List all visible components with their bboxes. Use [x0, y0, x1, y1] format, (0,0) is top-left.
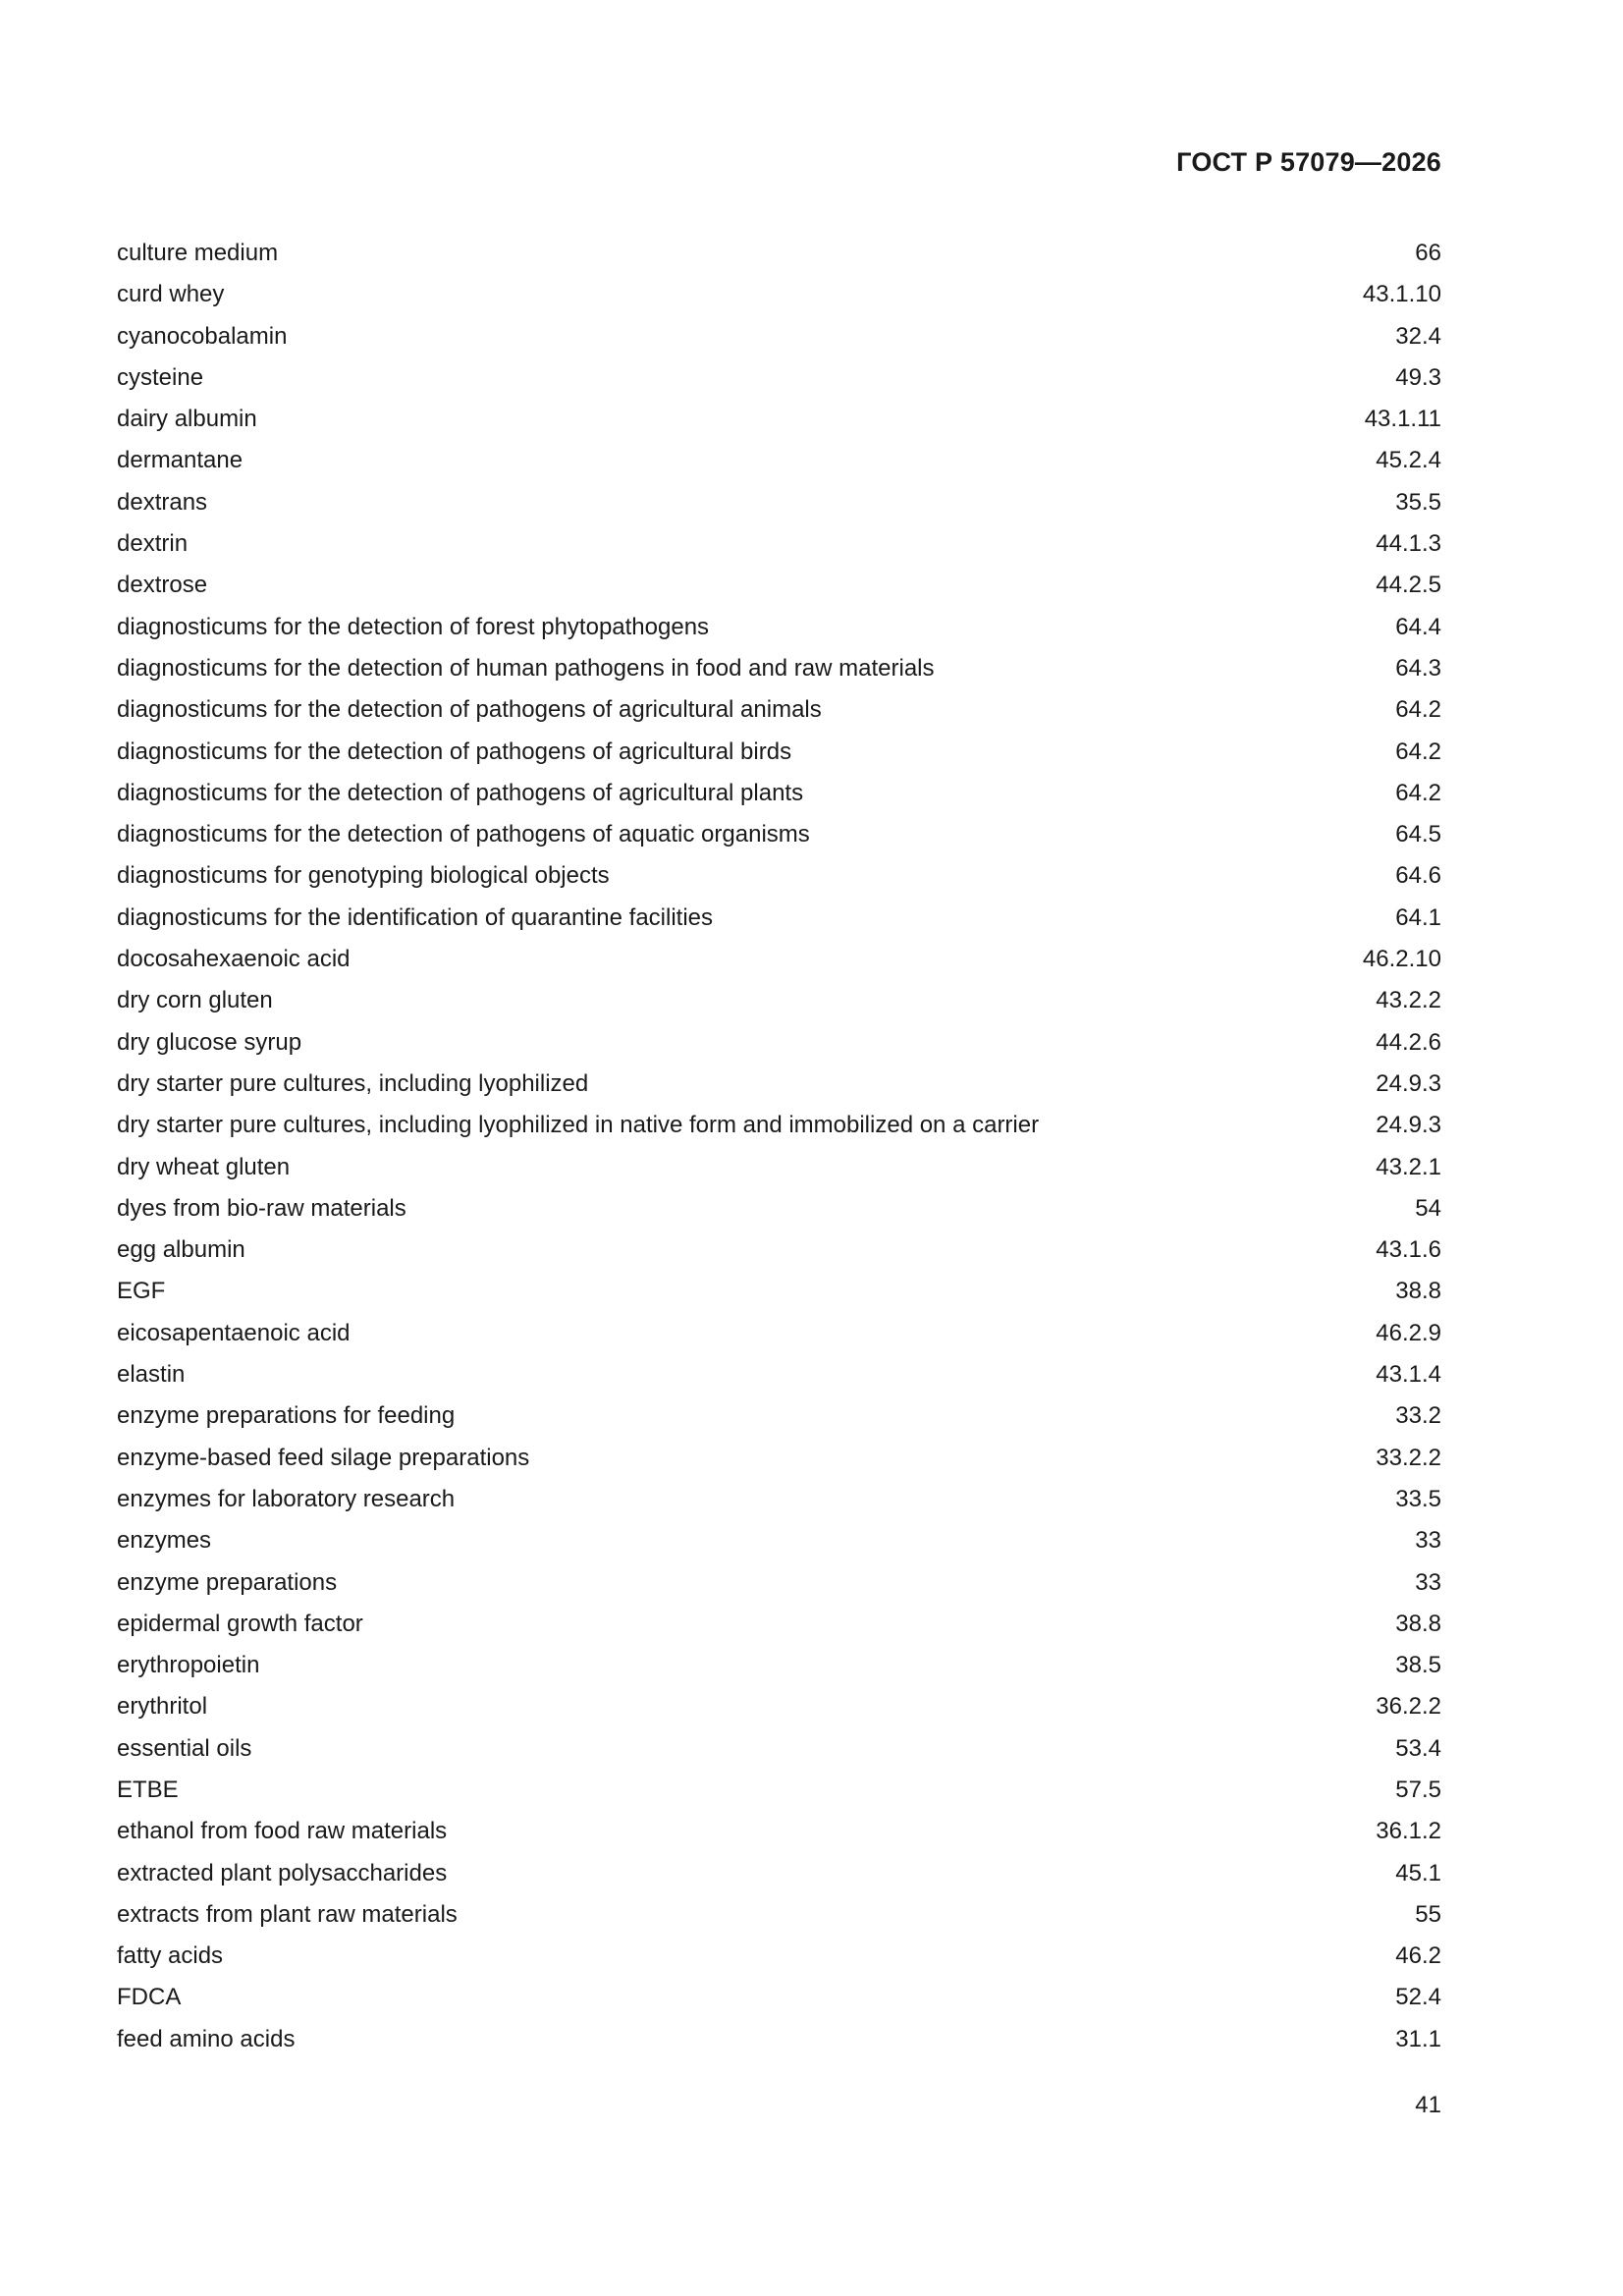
index-entry: [117, 1853, 1441, 1894]
index-entry: [117, 2019, 1441, 2060]
index-reference: 43.1.6: [1376, 1236, 1441, 1264]
index-term: fatty acids: [117, 1942, 224, 1970]
index-reference: 46.2: [1395, 1942, 1441, 1970]
index-entry: [117, 274, 1441, 315]
index-reference: 64.1: [1395, 903, 1441, 931]
index-term: enzyme-based feed silage preparations: [117, 1444, 530, 1471]
index-term: extracted plant polysaccharides: [117, 1859, 448, 1886]
index-entry: [117, 1105, 1441, 1146]
index-term: diagnosticums for the identification of quarantine facilities: [117, 903, 714, 931]
index-entry: [117, 1811, 1441, 1852]
index-entry: [117, 316, 1441, 357]
index-entry: [117, 1520, 1441, 1561]
index-term: elastin: [117, 1361, 186, 1389]
index-term: diagnosticums for the detection of pathogens of agricultural birds: [117, 738, 792, 765]
index-reference: 33: [1415, 1568, 1441, 1596]
index-reference: 64.5: [1395, 821, 1441, 848]
index-reference: 53.4: [1395, 1734, 1441, 1762]
index-entry: [117, 1479, 1441, 1520]
index-reference: 33.2: [1395, 1402, 1441, 1430]
index-entry: [117, 440, 1441, 481]
index-entry: [117, 689, 1441, 731]
index-term: erythropoietin: [117, 1652, 260, 1679]
index-reference: 64.6: [1395, 862, 1441, 890]
index-entry: [117, 1022, 1441, 1064]
index-term: dry glucose syrup: [117, 1028, 302, 1056]
index-reference: 38.8: [1395, 1610, 1441, 1637]
page-number: 41: [1415, 2092, 1441, 2118]
index-term: ETBE: [117, 1776, 179, 1803]
index-entry: [117, 565, 1441, 606]
index-term: diagnosticums for the detection of pathogens of aquatic organisms: [117, 821, 810, 848]
index-entry: [117, 773, 1441, 814]
index-reference: 55: [1415, 1900, 1441, 1928]
index-entry: [117, 1230, 1441, 1271]
index-reference: 36.2.2: [1376, 1693, 1441, 1721]
document-header: [1176, 147, 1441, 178]
index-term: enzyme preparations: [117, 1568, 338, 1596]
index-reference: 44.1.3: [1376, 530, 1441, 558]
index-entry: [117, 1728, 1441, 1770]
index-reference: 44.2.6: [1376, 1028, 1441, 1056]
index-reference: 24.9.3: [1376, 1069, 1441, 1097]
index-term: enzyme preparations for feeding: [117, 1402, 456, 1430]
index-reference: 33.2.2: [1376, 1444, 1441, 1471]
index-entry: [117, 523, 1441, 565]
index-reference: 57.5: [1395, 1776, 1441, 1803]
index-reference: 33.5: [1395, 1485, 1441, 1512]
index-entry: [117, 1438, 1441, 1479]
index-entry: [117, 1936, 1441, 1977]
index-term: essential oils: [117, 1734, 252, 1762]
index-reference: 45.1: [1395, 1859, 1441, 1886]
index-term: dry wheat gluten: [117, 1153, 291, 1180]
index-reference: 64.2: [1395, 738, 1441, 765]
index-term: dairy albumin: [117, 406, 257, 433]
index-term: enzymes: [117, 1527, 212, 1555]
index-term: FDCA: [117, 1984, 182, 2011]
index-reference: 46.2.9: [1376, 1319, 1441, 1346]
index-term: feed amino acids: [117, 2025, 296, 2052]
index-reference: 31.1: [1395, 2025, 1441, 2052]
index-entry: [117, 1147, 1441, 1188]
index-reference: 32.4: [1395, 322, 1441, 350]
index-reference: 35.5: [1395, 488, 1441, 516]
index-term: dermantane: [117, 447, 243, 474]
index-term: dextrin: [117, 530, 189, 558]
index-term: ethanol from food raw materials: [117, 1818, 448, 1845]
index-reference: 43.2.2: [1376, 987, 1441, 1014]
index-term: egg albumin: [117, 1236, 245, 1264]
index-term: erythritol: [117, 1693, 208, 1721]
index-term: dextrans: [117, 488, 208, 516]
index-entry: [117, 1188, 1441, 1230]
index-term: curd whey: [117, 281, 225, 308]
index-entry: [117, 233, 1441, 274]
index-reference: 43.2.1: [1376, 1153, 1441, 1180]
index-term: cysteine: [117, 363, 204, 391]
index-term: EGF: [117, 1278, 166, 1305]
index-term: culture medium: [117, 240, 279, 266]
index-term: diagnosticums for the detection of forest phytopathogens: [117, 613, 710, 640]
index-entry: [117, 1894, 1441, 1936]
index-term: epidermal growth factor: [117, 1610, 363, 1637]
index-term: dextrose: [117, 572, 208, 599]
index-entry: [117, 732, 1441, 773]
index-entry: [117, 1395, 1441, 1437]
index-term: dyes from bio-raw materials: [117, 1194, 406, 1222]
index-reference: 54: [1415, 1194, 1441, 1222]
index-reference: 43.1.10: [1362, 281, 1441, 308]
index-reference: 64.2: [1395, 696, 1441, 724]
index-entry: [117, 980, 1441, 1021]
index-term: diagnosticums for the detection of pathogens of agricultural plants: [117, 779, 804, 806]
index-reference: 38.8: [1395, 1278, 1441, 1305]
index-entry: [117, 1313, 1441, 1354]
index-entry: [117, 814, 1441, 855]
index-entry: [117, 939, 1441, 980]
index-reference: 33: [1415, 1527, 1441, 1555]
index-entry: [117, 1562, 1441, 1604]
index-reference: 64.4: [1395, 613, 1441, 640]
index-reference: 38.5: [1395, 1652, 1441, 1679]
index-entry: [117, 1271, 1441, 1312]
index-reference: 46.2.10: [1362, 946, 1441, 973]
index-term: dry corn gluten: [117, 987, 273, 1014]
index-entry: [117, 357, 1441, 399]
index-entry: [117, 1770, 1441, 1811]
standard-code: ГОСТ Р 57079—2026: [1176, 147, 1441, 177]
index-reference: 49.3: [1395, 363, 1441, 391]
index-entry: [117, 1977, 1441, 2018]
index-reference: 44.2.5: [1376, 572, 1441, 599]
index-entry: [117, 1604, 1441, 1645]
index-entry: [117, 648, 1441, 689]
index-reference: 43.1.4: [1376, 1361, 1441, 1389]
index-term: cyanocobalamin: [117, 322, 288, 350]
index-entry: [117, 1645, 1441, 1686]
index-entry: [117, 399, 1441, 440]
index-term: enzymes for laboratory research: [117, 1485, 456, 1512]
index-term: diagnosticums for genotyping biological objects: [117, 862, 610, 890]
index-term: extracts from plant raw materials: [117, 1900, 458, 1928]
index-entry: [117, 1686, 1441, 1727]
index-entry: [117, 607, 1441, 648]
index-term: dry starter pure cultures, including lyophilized: [117, 1069, 589, 1097]
index-reference: 43.1.11: [1364, 406, 1441, 433]
index-reference: 66: [1415, 240, 1441, 266]
index-reference: 45.2.4: [1376, 447, 1441, 474]
index-reference: 64.2: [1395, 779, 1441, 806]
index-entry: [117, 855, 1441, 897]
alphabetical-index: [117, 233, 1441, 2060]
index-entry: [117, 482, 1441, 523]
index-entry: [117, 1354, 1441, 1395]
index-term: dry starter pure cultures, including lyophilized in native form and immobilized on a carrier: [117, 1112, 1040, 1139]
index-term: diagnosticums for the detection of human pathogens in food and raw materials: [117, 654, 935, 682]
index-term: docosahexaenoic acid: [117, 946, 351, 973]
index-term: diagnosticums for the detection of pathogens of agricultural animals: [117, 696, 822, 724]
index-reference: 36.1.2: [1376, 1818, 1441, 1845]
index-term: eicosapentaenoic acid: [117, 1319, 351, 1346]
index-entry: [117, 898, 1441, 939]
index-reference: 64.3: [1395, 654, 1441, 682]
index-reference: 52.4: [1395, 1984, 1441, 2011]
index-entry: [117, 1064, 1441, 1105]
index-reference: 24.9.3: [1376, 1112, 1441, 1139]
